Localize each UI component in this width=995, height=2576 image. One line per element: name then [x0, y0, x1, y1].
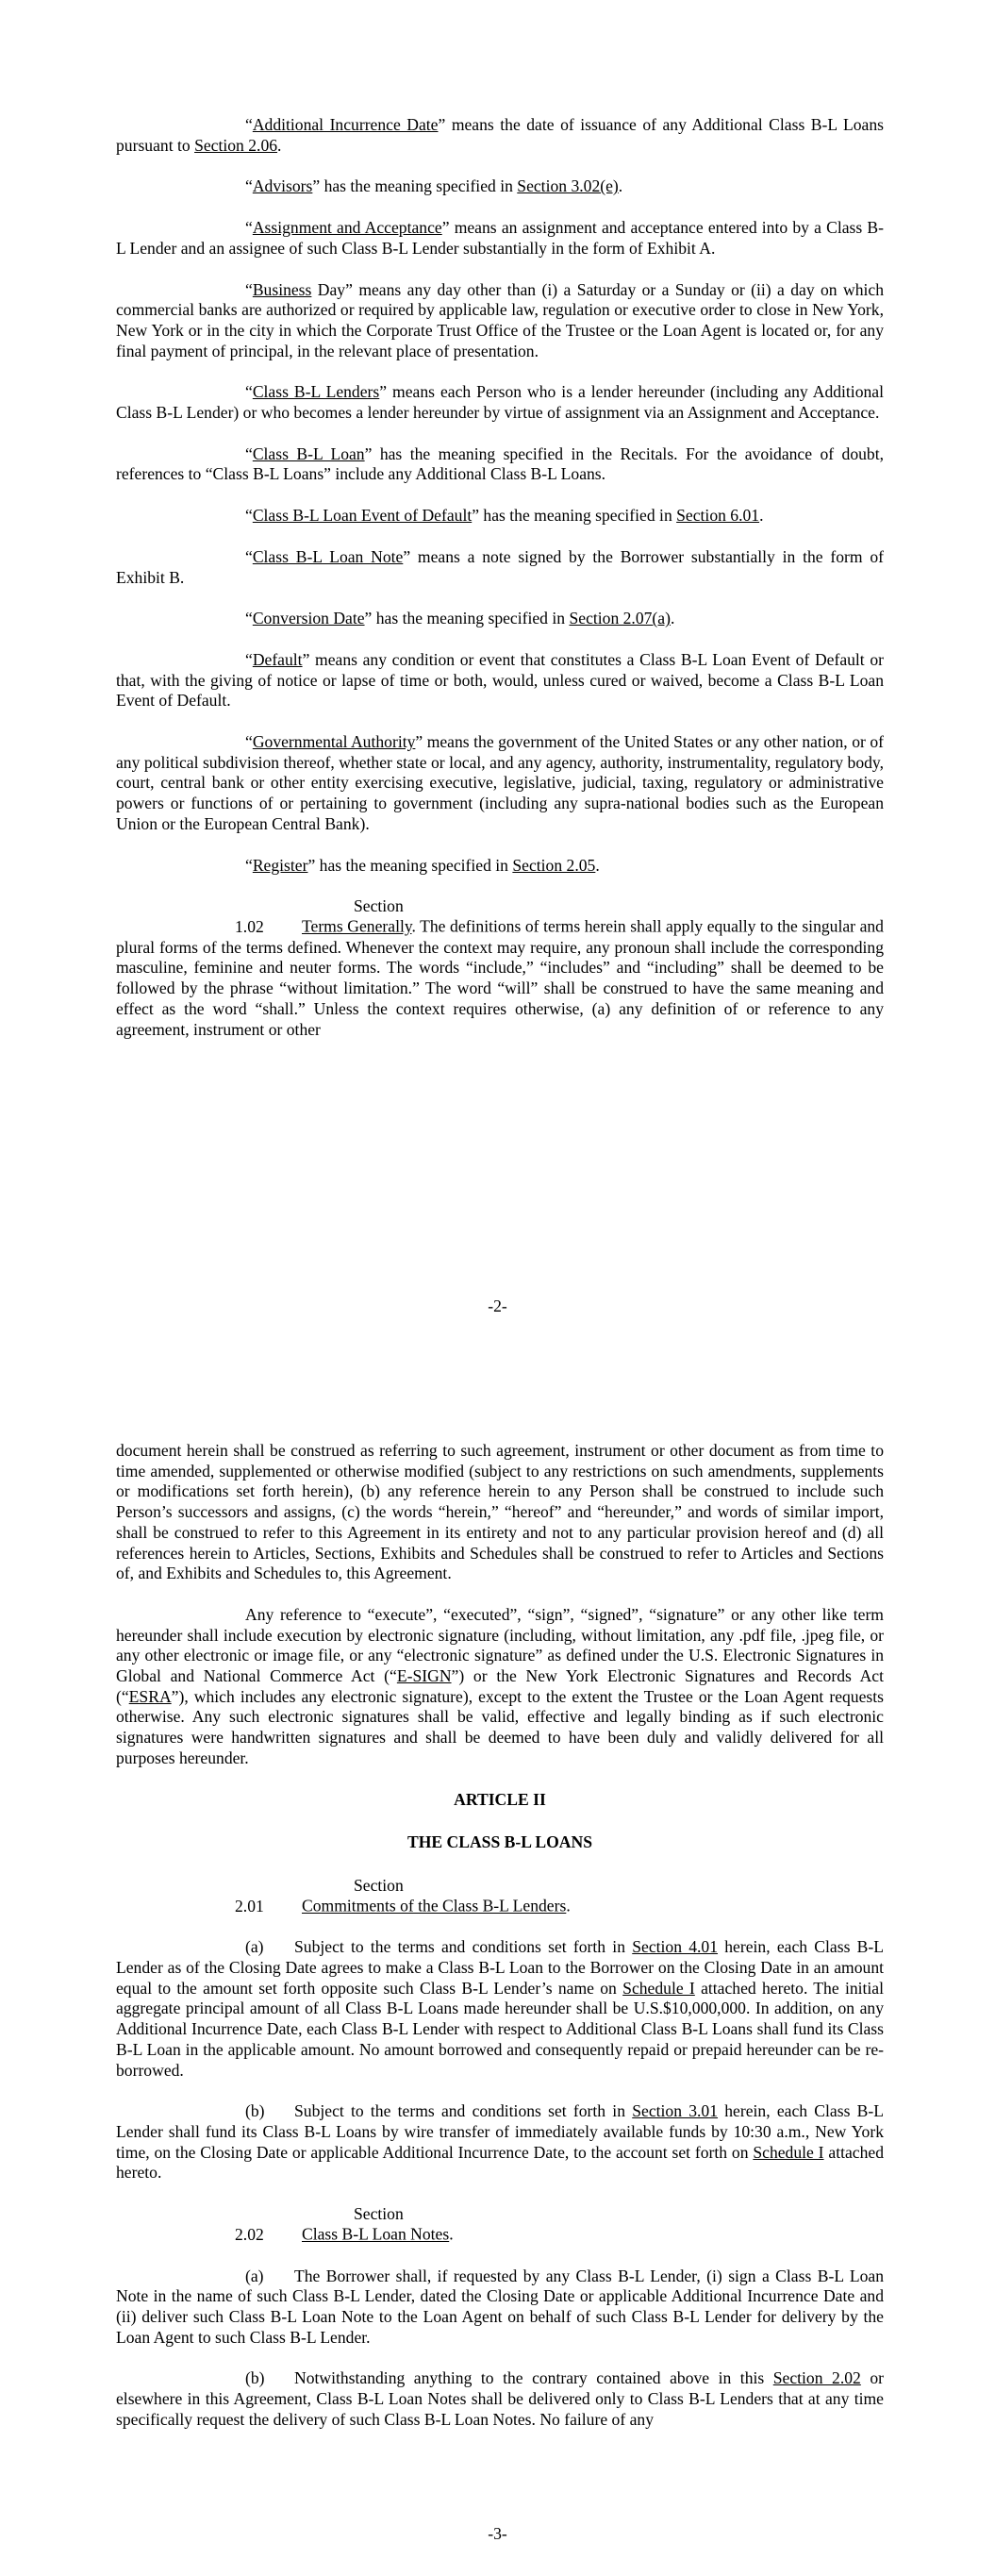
section-reference: Section 2.02: [772, 2368, 861, 2388]
esign-abbreviation: E-SIGN: [396, 1666, 452, 1686]
section-number: Section 1.02: [235, 896, 404, 936]
section-2-01-a: (a) Subject to the terms and conditions set forth in Section 4.01 herein, each Class B-L Lender as of the Closing Date agrees to make a Class B-L Loan to the Borrower on the Closing Date in an amount equal to the amount set forth opposite such Class B-L Lender’s name on Schedule I attached hereto. The initial aggregate principal amount of all Class B-L Loans made hereunder shall be U.S.$10,000,000. In addition, on any Additional Incurrence Date, each Class B-L Lender with respect to Additional Class B-L Loans shall fund its Class B-L Loan in the applicable amount. No amount borrowed and consequently repaid or prepaid hereunder can be re-borrowed.: [116, 1937, 885, 2080]
defined-term: Governmental Authority: [252, 732, 416, 752]
section-reference: Section 6.01: [676, 506, 760, 526]
definition-conversion-date: “Conversion Date” has the meaning specified in Section 2.07(a).: [245, 609, 675, 628]
definition-class-bl-loan: “Class B-L Loan” has the meaning specified in the Recitals. For the avoidance of doubt, references to “Class B-L Loans” include any Additional Class B-L Loans.: [116, 443, 884, 484]
section-number: Section 2.01: [235, 1875, 404, 1915]
section-heading: Terms Generally: [302, 916, 412, 936]
clause-label: (b): [245, 2101, 265, 2121]
schedule-reference: Schedule I: [753, 2142, 824, 2162]
clause-label: (a): [245, 1937, 264, 1957]
definition-additional-incurrence-date: “Additional Incurrence Date” means the date of issuance of any Additional Class B-L Loans pursuant to Section 2.06.: [116, 115, 884, 155]
section-reference: Section 2.07(a): [569, 609, 671, 628]
section-reference: Section 3.01: [632, 2101, 719, 2121]
article-title: ARTICLE II: [454, 1789, 546, 1809]
defined-term: Conversion Date: [252, 609, 365, 628]
section-2-02-a: (a) The Borrower shall, if requested by any Class B-L Lender, (i) sign a Class B-L Loan Note in the name of such Class B-L Lender, dated the Closing Date or applicable Additional Incurrence Date and (ii) deliver such Class B-L Loan Note to the Loan Agent on behalf of such Class B-L Lender for delivery by the Loan Agent to such Class B-L Lender.: [116, 2266, 884, 2347]
article-subtitle: THE CLASS B-L LOANS: [406, 1832, 593, 1852]
section-reference: Section 2.05: [512, 855, 596, 875]
definition-advisors: “Advisors” has the meaning specified in Section 3.02(e).: [245, 176, 623, 196]
defined-term: Advisors: [252, 176, 313, 196]
defined-term: Register: [252, 855, 308, 875]
definition-business-day: “Business Day” means any day other than (i) a Saturday or a Sunday or (ii) a day on which commercial banks are authorized or required by applicable law, regulation or executive order to close in New York, New York or in the city in which the Corporate Trust Office of the Trustee or the Loan Agent is located or, for any final payment of principal, in the relevant place of presentation.: [116, 279, 884, 360]
definition-class-bl-loan-note: “Class B-L Loan Note” means a note signed by the Borrower substantially in the form of Exhibit B.: [116, 546, 884, 587]
definition-assignment-and-acceptance: “Assignment and Acceptance” means an assignment and acceptance entered into by a Class B-L Lender and an assignee of such Class B-L Lender substantially in the form of Exhibit A.: [116, 218, 884, 258]
defined-term: Class B-L Loan Event of Default: [252, 506, 473, 526]
definition-class-bl-lenders: “Class B-L Lenders” means each Person who is a lender hereunder (including any Additional Class B-L Lender) or who becomes a lender hereunder by virtue of assignment via an Assignment and Acceptance.: [116, 382, 884, 423]
defined-term: Default: [252, 649, 303, 669]
clause-label: (a): [245, 2266, 264, 2285]
defined-term: Assignment and Acceptance: [252, 218, 442, 238]
clause-label: (b): [245, 2368, 265, 2388]
section-heading: Class B-L Loan Notes: [302, 2224, 450, 2244]
section-2-02-heading: Section 2.02 Class B-L Loan Notes.: [235, 2204, 454, 2244]
section-reference: Section 3.02(e): [517, 176, 619, 196]
definition-event-of-default: “Class B-L Loan Event of Default” has the meaning specified in Section 6.01.: [245, 506, 764, 526]
electronic-signature-paragraph: Any reference to “execute”, “executed”, “sign”, “signed”, “signature” or any other like term hereunder shall include execution by electronic signature (including, without limitation, any .pdf file, .jpeg file, or any other electronic or image file, or any “electronic signature” as defined under the U.S. Electronic Signatures in Global and National Commerce Act (“E-SIGN”) or the New York Electronic Signatures and Records Act (“ESRA”), which includes any electronic signature), except to the extent the Trustee or the Loan Agent requests otherwise. Any such electronic signatures shall be valid, effective and legally binding as if such electronic signatures were handwritten signatures and shall be deemed to have been duly and validly delivered for all purposes hereunder.: [116, 1604, 885, 1767]
definition-governmental-authority: “Governmental Authority” means the government of the United States or any other nation, or of any political subdivision thereof, whether state or local, and any agency, authority, instrumentality, regulatory body, court, central bank or other entity exercising executive, legislative, judicial, taxing, regulatory or administrative powers or functions of or pertaining to government (including any supra-national bodies such as the European Union or the European Central Bank).: [116, 732, 885, 833]
page-number: -3-: [488, 2524, 507, 2543]
section-reference: Section 2.06: [194, 135, 278, 155]
defined-term: Class B-L Loan: [252, 443, 365, 463]
section-2-02-b: (b) Notwithstanding anything to the contrary contained above in this Section 2.02 or elsewhere in this Agreement, Class B-L Loan Notes shall be delivered only to Class B-L Lenders that at any time specifically request the delivery of such Class B-L Loan Notes. No failure of any: [116, 2368, 884, 2429]
section-2-01-b: (b) Subject to the terms and conditions set forth in Section 3.01 herein, each Class B-L Lender shall fund its Class B-L Loans by wire transfer of immediately available funds by 10:30 a.m., New York time, on the Closing Date or applicable Additional Incurrence Date, to the account set forth on Schedule I attached hereto.: [116, 2101, 884, 2183]
section-1-02-terms-generally: Section 1.02 Terms Generally. The definitions of terms herein shall apply equally to the singular and plural forms of the terms defined. Whenever the context may require, any pronoun shall include the corresponding masculine, feminine and neuter forms. The words “include,” “includes” and “including” shall be deemed to be followed by the phrase “without limitation.” The word “will” shall be construed to have the same meaning and effect as the word “shall.” Unless the context requires otherwise, (a) any definition of or reference to any agreement, instrument or other: [116, 896, 884, 1039]
page-3: [0, 1441, 995, 2451]
page-2: [0, 115, 995, 1061]
definition-default: “Default” means any condition or event that constitutes a Class B-L Loan Event of Default or that, with the giving of notice or lapse of time or both, would, unless cured or waived, become a Class B-L Loan Event of Default.: [116, 649, 884, 711]
section-heading: Commitments of the Class B-L Lenders: [302, 1896, 567, 1915]
section-1-02-continuation: document herein shall be construed as referring to such agreement, instrument or other document as from time to time amended, supplemented or otherwise modified (subject to any restrictions on such amendments, supplements or modifications set forth herein), (b) any reference herein to any Person shall be construed to include such Person’s successors and assigns, (c) the words “herein,” “hereof” and “hereunder,” and words of similar import, shall be construed to refer to this Agreement in its entirety and not to any particular provision hereof and (d) all references herein to Articles, Sections, Exhibits and Schedules shall be construed to refer to Articles and Sections of, and Exhibits and Schedules to, this Agreement.: [116, 1441, 884, 1583]
defined-term: Business: [252, 279, 312, 299]
schedule-reference: Schedule I: [622, 1978, 695, 1998]
section-reference: Section 4.01: [632, 1937, 719, 1957]
definition-register: “Register” has the meaning specified in Section 2.05.: [245, 855, 600, 875]
defined-term: Class B-L Loan Note: [252, 546, 404, 566]
defined-term: Additional Incurrence Date: [252, 115, 439, 134]
defined-term: Class B-L Lenders: [252, 382, 380, 402]
esra-abbreviation: ESRA: [128, 1686, 172, 1706]
page-number: -2-: [488, 1296, 507, 1315]
section-number: Section 2.02: [235, 2204, 404, 2244]
section-2-01-heading: Section 2.01 Commitments of the Class B-L Lenders.: [235, 1875, 571, 1915]
